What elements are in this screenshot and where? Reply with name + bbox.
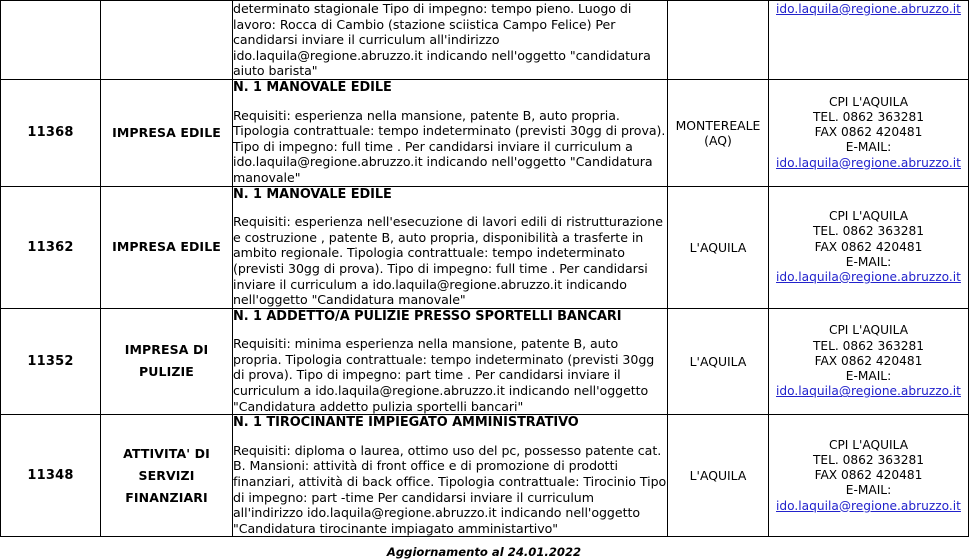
- offer-title: N. 1 MANOVALE EDILE: [233, 79, 392, 95]
- contact-block: [769, 2, 968, 17]
- cell-offer-id: [1, 1, 101, 80]
- cell-work-location: L'AQUILA: [668, 308, 769, 415]
- cell-offer-description: [233, 1, 668, 80]
- table-row: [1, 415, 969, 537]
- update-date-footer: Aggiornamento al 24.01.2022: [386, 545, 582, 559]
- contact-block: [769, 95, 968, 171]
- cell-company-name: [101, 1, 233, 80]
- contact-telephone: TEL. 0862 363281: [812, 338, 925, 353]
- cell-work-location: MONTEREALE (AQ): [668, 79, 769, 186]
- contact-email-link[interactable]: ido.laquila@regione.abruzzo.it: [776, 498, 961, 513]
- cell-work-location: [668, 1, 769, 80]
- cell-offer-id: 11362: [1, 186, 101, 308]
- cell-company-name: IMPRESA EDILE: [101, 186, 233, 308]
- contact-fax: FAX 0862 420481: [814, 239, 923, 254]
- contact-email-label: E-MAIL:: [845, 369, 892, 384]
- contact-block: [769, 438, 968, 514]
- cell-offer-id: 11348: [1, 415, 101, 537]
- offer-description-text: Requisiti: esperienza nella mansione, patente B, auto propria. Tipologia contrattuale: tempo indeterminato (previsti 30gg di prova). Tipo di impegno: full time . Per candidarsi inviare il curriculum a ido.laquila@regione.abruzzo.it indicando nell'oggetto "Candidatura manovale": [233, 107, 666, 185]
- cell-work-location: L'AQUILA: [668, 415, 769, 537]
- contact-block: [769, 209, 968, 285]
- cell-contact-info: [769, 186, 969, 308]
- contact-email-link[interactable]: ido.laquila@regione.abruzzo.it: [776, 2, 961, 16]
- contact-office: CPI L'AQUILA: [828, 323, 909, 338]
- table-row: [1, 1, 969, 80]
- table-row: [1, 79, 969, 186]
- contact-office: CPI L'AQUILA: [828, 209, 909, 224]
- contact-telephone: TEL. 0862 363281: [812, 453, 925, 468]
- cell-company-name: IMPRESA DI PULIZIE: [101, 308, 233, 415]
- cell-company-name: ATTIVITA' DI SERVIZI FINANZIARI: [101, 415, 233, 537]
- offer-title: N. 1 TIROCINANTE IMPIEGATO AMMINISTRATIVO: [233, 415, 579, 431]
- contact-telephone: TEL. 0862 363281: [812, 109, 925, 124]
- cell-offer-description: [233, 415, 668, 537]
- contact-office: CPI L'AQUILA: [828, 437, 909, 452]
- contact-office: CPI L'AQUILA: [828, 94, 909, 109]
- offer-description-text: Requisiti: minima esperienza nella mansione, patente B, auto propria. Tipologia contrattuale: tempo indeterminato (previsti 30gg di prova). Tipo di impegno: part time . Per candidarsi inviare il curriculum a ido.laquila@regione.abruzzo.it indicando nell'oggetto "Candidatura addetto pulizia sportelli bancari": [233, 336, 655, 414]
- contact-email-label: E-MAIL:: [845, 140, 892, 155]
- offer-description-text: determinato stagionale Tipo di impegno: tempo pieno. Luogo di lavoro: Rocca di Cambio (stazione sciistica Campo Felice) Per candidarsi inviare il curriculum all'indirizzo ido.laquila@regione.abruzzo.it indicando nell'oggetto "candidatura aiuto barista": [233, 1, 651, 79]
- contact-email-link[interactable]: ido.laquila@regione.abruzzo.it: [776, 269, 961, 284]
- contact-fax: FAX 0862 420481: [814, 353, 923, 368]
- cell-offer-description: [233, 308, 668, 415]
- contact-email-label: E-MAIL:: [845, 483, 892, 498]
- contact-block: [769, 323, 968, 399]
- offer-description-text: Requisiti: esperienza nell'esecuzione di lavori edili di ristrutturazione e costruzione , patente B, auto propria, disponibilità a trasferte in ambito regionale. Tipologia contrattuale: tempo indeterminato (previsti 30gg di prova). Tipo di impegno: full time . Per candidarsi inviare il curriculum a ido.laquila@regione.abruzzo.it indicando nell'oggetto "Candidatura manovale": [233, 214, 663, 308]
- offer-title: N. 1 ADDETTO/A PULIZIE PRESSO SPORTELLI BANCARI: [233, 308, 622, 324]
- cell-offer-description: [233, 79, 668, 186]
- cell-company-name: IMPRESA EDILE: [101, 79, 233, 186]
- cell-contact-info: [769, 308, 969, 415]
- cell-offer-description: [233, 186, 668, 308]
- cell-contact-info: [769, 1, 969, 80]
- table-row: [1, 186, 969, 308]
- table-row: [1, 308, 969, 415]
- contact-telephone: TEL. 0862 363281: [812, 224, 925, 239]
- cell-contact-info: [769, 415, 969, 537]
- contact-email-link[interactable]: ido.laquila@regione.abruzzo.it: [776, 384, 961, 399]
- contact-email-label: E-MAIL:: [845, 254, 892, 269]
- contact-email-link[interactable]: ido.laquila@regione.abruzzo.it: [776, 155, 961, 170]
- cell-work-location: L'AQUILA: [668, 186, 769, 308]
- cell-contact-info: [769, 79, 969, 186]
- contact-fax: FAX 0862 420481: [814, 125, 923, 140]
- cell-offer-id: 11368: [1, 79, 101, 186]
- contact-fax: FAX 0862 420481: [814, 468, 923, 483]
- offer-description-text: Requisiti: diploma o laurea, ottimo uso del pc, possesso patente cat. B. Mansioni: attività di front office e di promozione di prodotti finanziari, attività di back office. Tipologia contrattuale: Tirocinio Tipo di impegno: part -time Per candidarsi inviare il curriculum all'indirizzo ido.laquila@regione.abruzzo.it indicando nell'oggetto "Candidatura tirocinante impiagato amministartivo": [233, 442, 667, 536]
- offer-title: N. 1 MANOVALE EDILE: [233, 186, 392, 202]
- cell-offer-id: 11352: [1, 308, 101, 415]
